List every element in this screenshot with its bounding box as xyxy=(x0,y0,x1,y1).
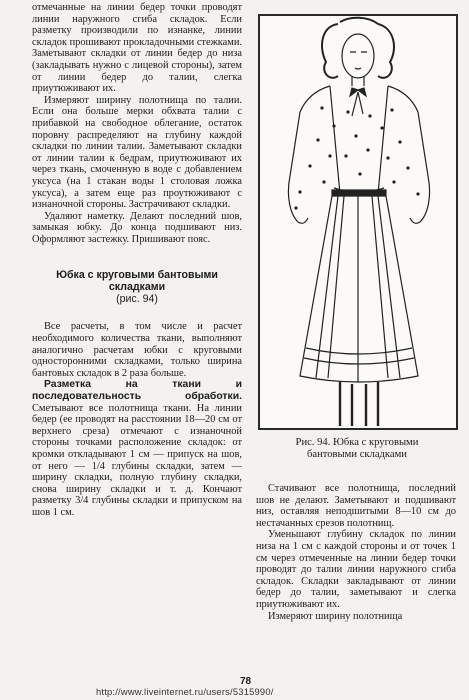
paragraph: Уменьшают глубину складок по линии низа на 1 см с каждой стороны и от точек 1 см через отмеченные на линии бедер точки проводят до талии линии наружного сгиба складок. Складки закладывают от линии бедер до талии, заметывают и слегка приутюживают их. xyxy=(256,529,456,610)
paragraph xyxy=(32,379,242,518)
subheading: Разметка на ткани и последовательность обработки. xyxy=(32,379,242,403)
figure-illustration xyxy=(258,14,458,430)
right-column xyxy=(256,483,456,622)
caption-line: бантовыми складками xyxy=(307,449,407,460)
caption-line: Рис. 94. Юбка с круговыми xyxy=(295,437,419,448)
figure-reference: (рис. 94) xyxy=(116,293,158,306)
left-column xyxy=(32,2,242,519)
paragraph-text: Сметывают все полотнища ткани. На линии бедер (ее проводят на расстоянии 18—20 см от верхнего среза) отмечают с изнаночной стороны точками расположение складок: от кромки откладывают 1 см — припуск на шов, от него — 1/4 глубины складки, затем — ширину складки, полную глубину складки, снова ширину складки и т. д. Кончают разметку 3/4 глубины складки и припуском на шов 1 см. xyxy=(32,402,242,518)
paragraph: отмечанные на линии бедер точки проводят линии наружного сгиба складок. Если разметку производили по изнанке, линии складок прошивают прокладочными стежками. Заметывают складки от линии бедер до низа (закладывать нужно с лицевой стороны), затем от линии бедер до талии, слегка приутюживают их. xyxy=(32,2,242,95)
page-number: 78 xyxy=(240,676,252,687)
paragraph: Измеряют ширину полотнища по талии. Если она больше мерки обхвата талии с прибавкой на свободное облегание, остаток поровну распределяют на глубину каждой складки по линии талии. Заметывают складки от линии талии к бедрам, приутюживают их через ткань, смоченную в воде с добавлением уксуса (на 1 стакан воды 1 столовая ложка уксуса), а затем еще раз проутюживают с изнаночной стороны. Застрачивают складки. xyxy=(32,94,242,211)
watermark-url: http://www.liveinternet.ru/users/5315990/ xyxy=(96,686,274,697)
paragraph: Удаляют наметку. Делают последний шов, замыкая юбку. До конца подшивают низ. Оформляют застежку. Пришивают пояс. xyxy=(32,210,242,245)
paragraph: Все расчеты, в том числе и расчет необходимого количества ткани, выполняют аналогично расчетам юбки с круговыми односторонними складками, только ширина бантовых складок в 2 раза больше. xyxy=(32,321,242,379)
woman-in-skirt-illustration xyxy=(260,16,456,428)
section-heading: Юбка с круговыми бантовыми xyxy=(56,269,218,282)
figure-caption xyxy=(258,437,456,461)
section-heading-line2: складками xyxy=(108,281,166,294)
paragraph: Измеряют ширину полотнища xyxy=(268,610,403,622)
paragraph: Стачивают все полотнища, последний шов не делают. Заметывают и подшивают низ, оставляя неподшитыми 8—10 см до нестачанных срезов полотнищ. xyxy=(256,483,456,529)
